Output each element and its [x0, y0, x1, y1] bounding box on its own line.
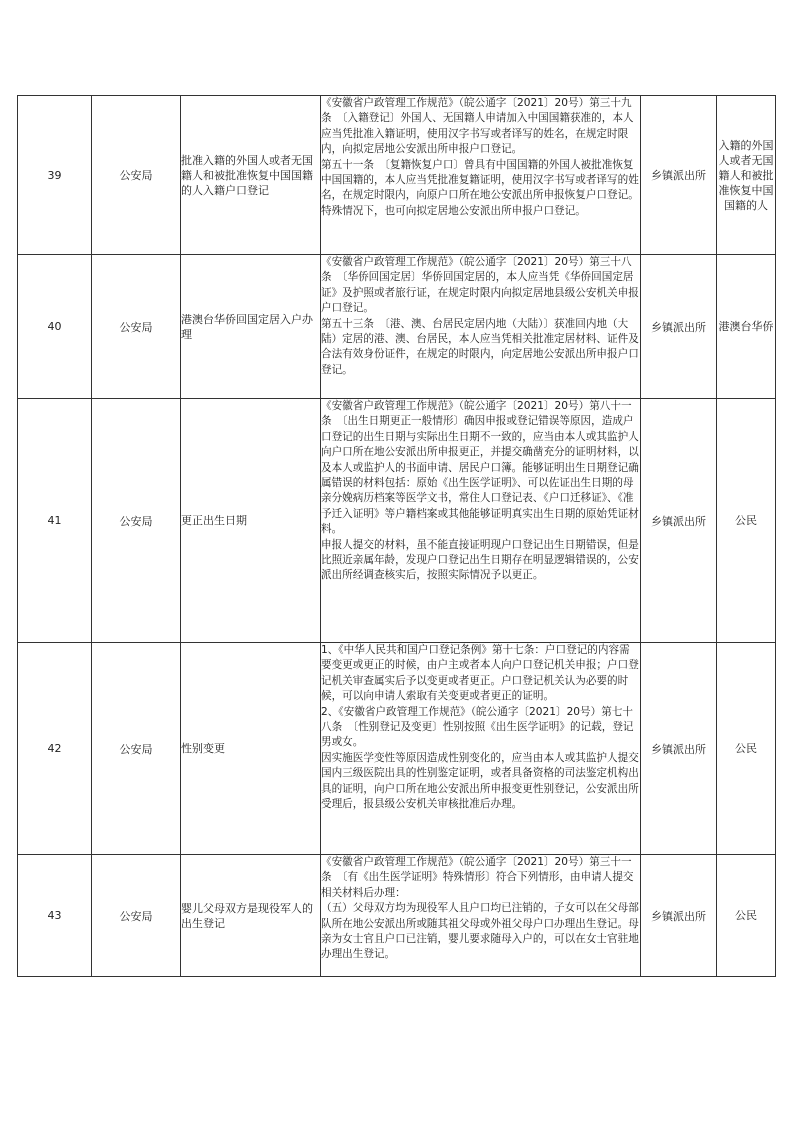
service-target-cell: 公民	[717, 399, 776, 643]
legal-basis-cell	[321, 96, 641, 255]
handling-agency-cell: 乡镇派出所	[641, 255, 717, 399]
handling-agency-cell: 乡镇派出所	[641, 643, 717, 855]
handling-agency-cell: 乡镇派出所	[641, 96, 717, 255]
row-number: 39	[18, 96, 92, 255]
legal-basis-cell	[321, 643, 641, 855]
department-cell: 公安局	[92, 96, 181, 255]
legal-basis-text: 《安徽省户政管理工作规范》（皖公通字〔2021〕20号）第三十八条 〔华侨回国定居〕华侨回国定居的，本人应当凭《华侨回国定居证》及护照或者旅行证，在规定时限内向拟定居地县级公安机关申报户口登记。 第五十三条 〔港、澳、台居民定居内地（大陆）〕获准回内地（大陆）定居的港、澳、台居民，本人应当凭相关批准定居材料、证件及合法有效身份证件，在规定的时限内，向定居地公安派出所申报户口登记。	[321, 256, 639, 376]
row-number: 42	[18, 643, 92, 855]
legal-basis-cell	[321, 855, 641, 977]
handling-agency-cell: 乡镇派出所	[641, 399, 717, 643]
legal-basis-cell	[321, 255, 641, 399]
household-registration-table	[17, 95, 776, 977]
service-item-cell: 更正出生日期	[181, 399, 321, 643]
table-row	[18, 96, 776, 255]
legal-basis-text: 《安徽省户政管理工作规范》（皖公通字〔2021〕20号）第三十一条 〔有《出生医学证明》特殊情形〕符合下列情形，由申请人提交相关材料后办理： （五）父母双方均为现役军人且户口均已注销的，子女可以在父母部队所在地公安派出所或随其祖父母或外祖父母户口办理出生登记。母亲为女士官且户口已注销，婴儿要求随母入户的，可以在女士官驻地办理出生登记。	[321, 856, 639, 961]
service-target-cell: 入籍的外国人或者无国籍人和被批准恢复中国国籍的人	[717, 96, 776, 255]
row-number: 43	[18, 855, 92, 977]
service-target-cell: 公民	[717, 643, 776, 855]
table-row	[18, 855, 776, 977]
department-cell: 公安局	[92, 643, 181, 855]
legal-basis-text: 《安徽省户政管理工作规范》（皖公通字〔2021〕20号）第三十九条 〔入籍登记〕外国人、无国籍人申请加入中国国籍获准的，本人应当凭批准入籍证明，使用汉字书写或者译写的姓名，在规定时限内，向拟定居地公安派出所申报户口登记。 第五十一条 〔复籍恢复户口〕曾具有中国国籍的外国人被批准恢复中国国籍的，本人应当凭批准复籍证明，使用汉字书写或者译写的姓名，在规定时限内，向原户口所在地公安派出所申报恢复户口登记。特殊情况下，也可向拟定居地公安派出所申报户口登记。	[321, 97, 639, 217]
handling-agency-cell: 乡镇派出所	[641, 855, 717, 977]
department-cell: 公安局	[92, 855, 181, 977]
service-target-cell: 港澳台华侨	[717, 255, 776, 399]
table-row	[18, 643, 776, 855]
row-number: 41	[18, 399, 92, 643]
service-item-cell: 港澳台华侨回国定居入户办理	[181, 255, 321, 399]
service-item-cell: 婴儿父母双方是现役军人的出生登记	[181, 855, 321, 977]
service-target-cell: 公民	[717, 855, 776, 977]
row-number: 40	[18, 255, 92, 399]
department-cell: 公安局	[92, 255, 181, 399]
legal-basis-text: 1、《中华人民共和国户口登记条例》第十七条：户口登记的内容需要变更或更正的时候，由户主或者本人向户口登记机关申报；户口登记机关审查属实后予以变更或者更正。户口登记机关认为必要的时候，可以向申请人索取有关变更或者更正的证明。 2、《安徽省户政管理工作规范》（皖公通字〔2021〕20号）第七十八条 〔性别登记及变更〕性别按照《出生医学证明》的记载，登记男或女。 因实施医学变性等原因造成性别变化的，应当由本人或其监护人提交国内三级医院出具的性别鉴定证明，或者具备资格的司法鉴定机构出具的证明，向户口所在地公安派出所申报变更性别登记，公安派出所受理后，报县级公安机关审核批准后办理。	[321, 644, 639, 811]
legal-basis-cell	[321, 399, 641, 643]
service-item-cell: 批准入籍的外国人或者无国籍人和被批准恢复中国国籍的人入籍户口登记	[181, 96, 321, 255]
department-cell: 公安局	[92, 399, 181, 643]
service-item-cell: 性别变更	[181, 643, 321, 855]
legal-basis-text: 《安徽省户政管理工作规范》（皖公通字〔2021〕20号）第八十一条 〔出生日期更正一般情形〕确因申报或登记错误等原因，造成户口登记的出生日期与实际出生日期不一致的，应当由本人或其监护人向户口所在地公安派出所申报更正，并提交确凿充分的证明材料，以及本人或监护人的书面申请、居民户口簿。能够证明出生日期登记确属错误的材料包括：原始《出生医学证明》、可以佐证出生日期的母亲分娩病历档案等医学文书，常住人口登记表、《户口迁移证》、《准予迁入证明》等户籍档案或其他能够证明真实出生日期的原始凭证材料。 申报人提交的材料，虽不能直接证明现户口登记出生日期错误，但是比照近亲属年龄，发现户口登记出生日期存在明显逻辑错误的，公安派出所经调查核实后，按照实际情况予以更正。	[321, 400, 639, 582]
table-row	[18, 255, 776, 399]
table-row	[18, 399, 776, 643]
